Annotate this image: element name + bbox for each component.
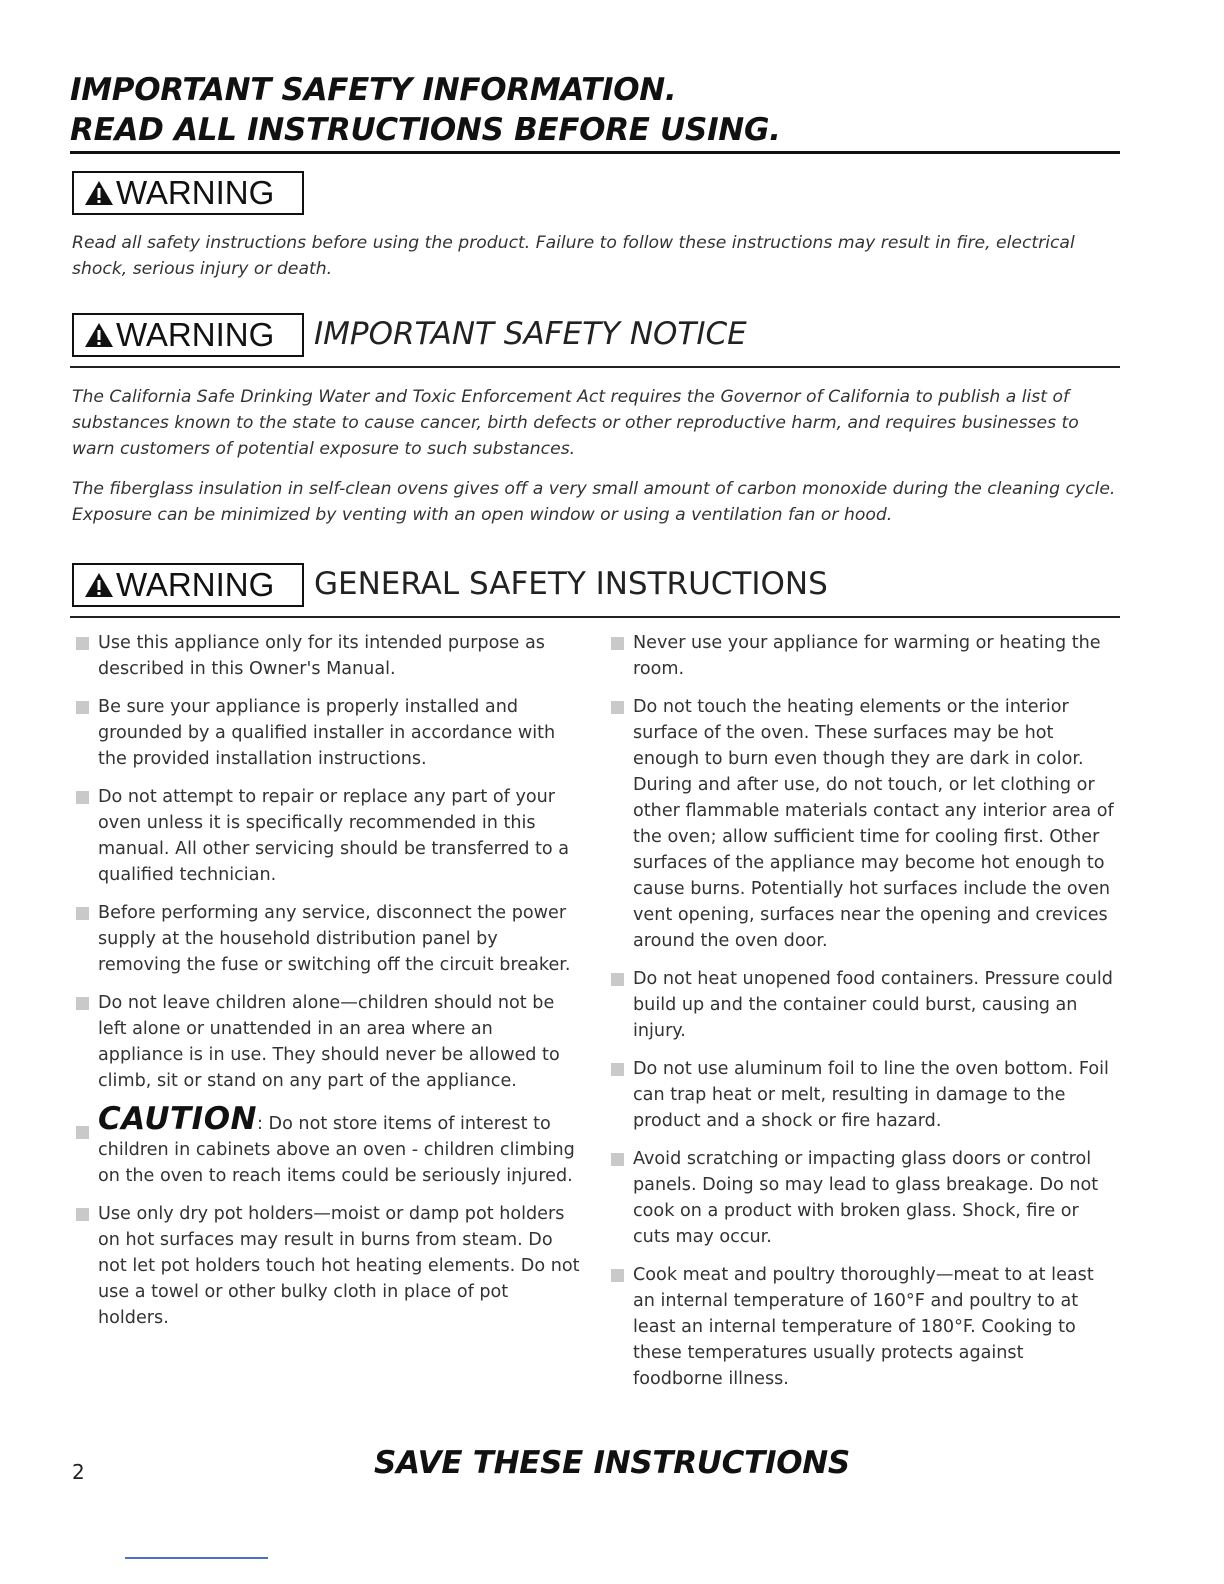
- notice-rule: [70, 366, 1120, 368]
- warning-triangle-icon: [84, 179, 114, 207]
- notice-paragraph-1: The California Safe Drinking Water and Toxic Enforcement Act requires the Governor of California to publish a list of substances known to the state to cause cancer, birth defects or other reproductive harm, and requires businesses to warn customers of potential exposure to such substances.: [72, 387, 1079, 459]
- warning-label: WARNING: [116, 566, 275, 603]
- warning-box-3: [72, 563, 304, 607]
- left-column: [76, 630, 581, 1343]
- bullet-square-icon: [611, 1153, 624, 1166]
- list-item: Use only dry pot holders—moist or damp pot holders on hot surfaces may result in burns from steam. Do not let pot holders touch hot heating elements. Do not use a towel or other bulky cloth in place of pot holders.: [76, 1201, 581, 1331]
- bullet-square-icon: [76, 1126, 89, 1139]
- caution-separator: :: [257, 1114, 263, 1134]
- bullet-square-icon: [76, 791, 89, 804]
- list-item: Before performing any service, disconnect the power supply at the household distribution panel by removing the fuse or switching off the circuit breaker.: [76, 900, 581, 978]
- notice-paragraph-2: The fiberglass insulation in self-clean ovens gives off a very small amount of carbon monoxide during the cleaning cycle. Exposure can be minimized by venting with an open window or using a ventilation fan or hood.: [72, 479, 1116, 525]
- header-line-2: READ ALL INSTRUCTIONS BEFORE USING.: [70, 112, 781, 148]
- save-instructions-footer: SAVE THESE INSTRUCTIONS: [374, 1445, 850, 1481]
- page-header: [70, 70, 1120, 150]
- list-item: Never use your appliance for warming or heating the room.: [611, 630, 1116, 682]
- warning-triangle-icon: [84, 571, 114, 599]
- bullet-square-icon: [76, 997, 89, 1010]
- warning-intro-text: Read all safety instructions before using the product. Failure to follow these instructions may result in fire, electrical shock, serious injury or death.: [72, 233, 1075, 279]
- caution-label: CAUTION: [98, 1101, 257, 1137]
- right-column: [611, 630, 1116, 1404]
- list-item: Do not use aluminum foil to line the oven bottom. Foil can trap heat or melt, resulting in damage to the product and a shock or fire hazard.: [611, 1056, 1116, 1134]
- bullet-square-icon: [76, 907, 89, 920]
- bullet-square-icon: [611, 1063, 624, 1076]
- warning-triangle-icon: [84, 321, 114, 349]
- general-rule: [70, 616, 1120, 618]
- safety-notice-heading: IMPORTANT SAFETY NOTICE: [314, 316, 747, 352]
- list-item: Use this appliance only for its intended purpose as described in this Owner's Manual.: [76, 630, 581, 682]
- list-item: Be sure your appliance is properly installed and grounded by a qualified installer in accordance with the provided installation instructions.: [76, 694, 581, 772]
- bullet-square-icon: [611, 973, 624, 986]
- warning-box-1: [72, 171, 304, 215]
- list-item: Avoid scratching or impacting glass doors or control panels. Doing so may lead to glass breakage. Do not cook on a product with broken glass. Shock, fire or cuts may occur.: [611, 1146, 1116, 1250]
- general-safety-heading: GENERAL SAFETY INSTRUCTIONS: [314, 566, 828, 602]
- caution-text: Do not store items of interest to children in cabinets above an oven - children climbing on the oven to reach items could be seriously injured.: [98, 1114, 575, 1186]
- caution-item: [76, 1101, 581, 1189]
- header-rule: [70, 151, 1120, 154]
- list-item: Do not attempt to repair or replace any part of your oven unless it is specifically recommended in this manual. All other servicing should be transferred to a qualified technician.: [76, 784, 581, 888]
- list-item: Do not leave children alone—children should not be left alone or unattended in an area where an appliance is in use. They should never be allowed to climb, sit or stand on any part of the appliance.: [76, 990, 581, 1094]
- bullet-square-icon: [76, 1208, 89, 1221]
- list-item: Do not heat unopened food containers. Pressure could build up and the container could burst, causing an injury.: [611, 966, 1116, 1044]
- warning-box-2: [72, 313, 304, 357]
- footer-divider: [125, 1557, 268, 1559]
- list-item: Cook meat and poultry thoroughly—meat to at least an internal temperature of 160°F and poultry to at least an internal temperature of 180°F. Cooking to these temperatures usually protects against foodborne illness.: [611, 1262, 1116, 1392]
- bullet-square-icon: [76, 637, 89, 650]
- bullet-square-icon: [611, 1269, 624, 1282]
- header-line-1: IMPORTANT SAFETY INFORMATION.: [70, 72, 677, 108]
- warning-label: WARNING: [116, 174, 275, 211]
- page-number: 2: [72, 1460, 85, 1484]
- bullet-square-icon: [611, 701, 624, 714]
- warning-label: WARNING: [116, 316, 275, 353]
- bullet-square-icon: [611, 637, 624, 650]
- bullet-square-icon: [76, 701, 89, 714]
- list-item: Do not touch the heating elements or the interior surface of the oven. These surfaces may be hot enough to burn even though they are dark in color. During and after use, do not touch, or let clothing or other flammable materials contact any interior area of the oven; allow sufficient time for cooling first. Other surfaces of the appliance may become hot enough to cause burns. Potentially hot surfaces include the oven vent opening, surfaces near the opening and crevices around the oven door.: [611, 694, 1116, 954]
